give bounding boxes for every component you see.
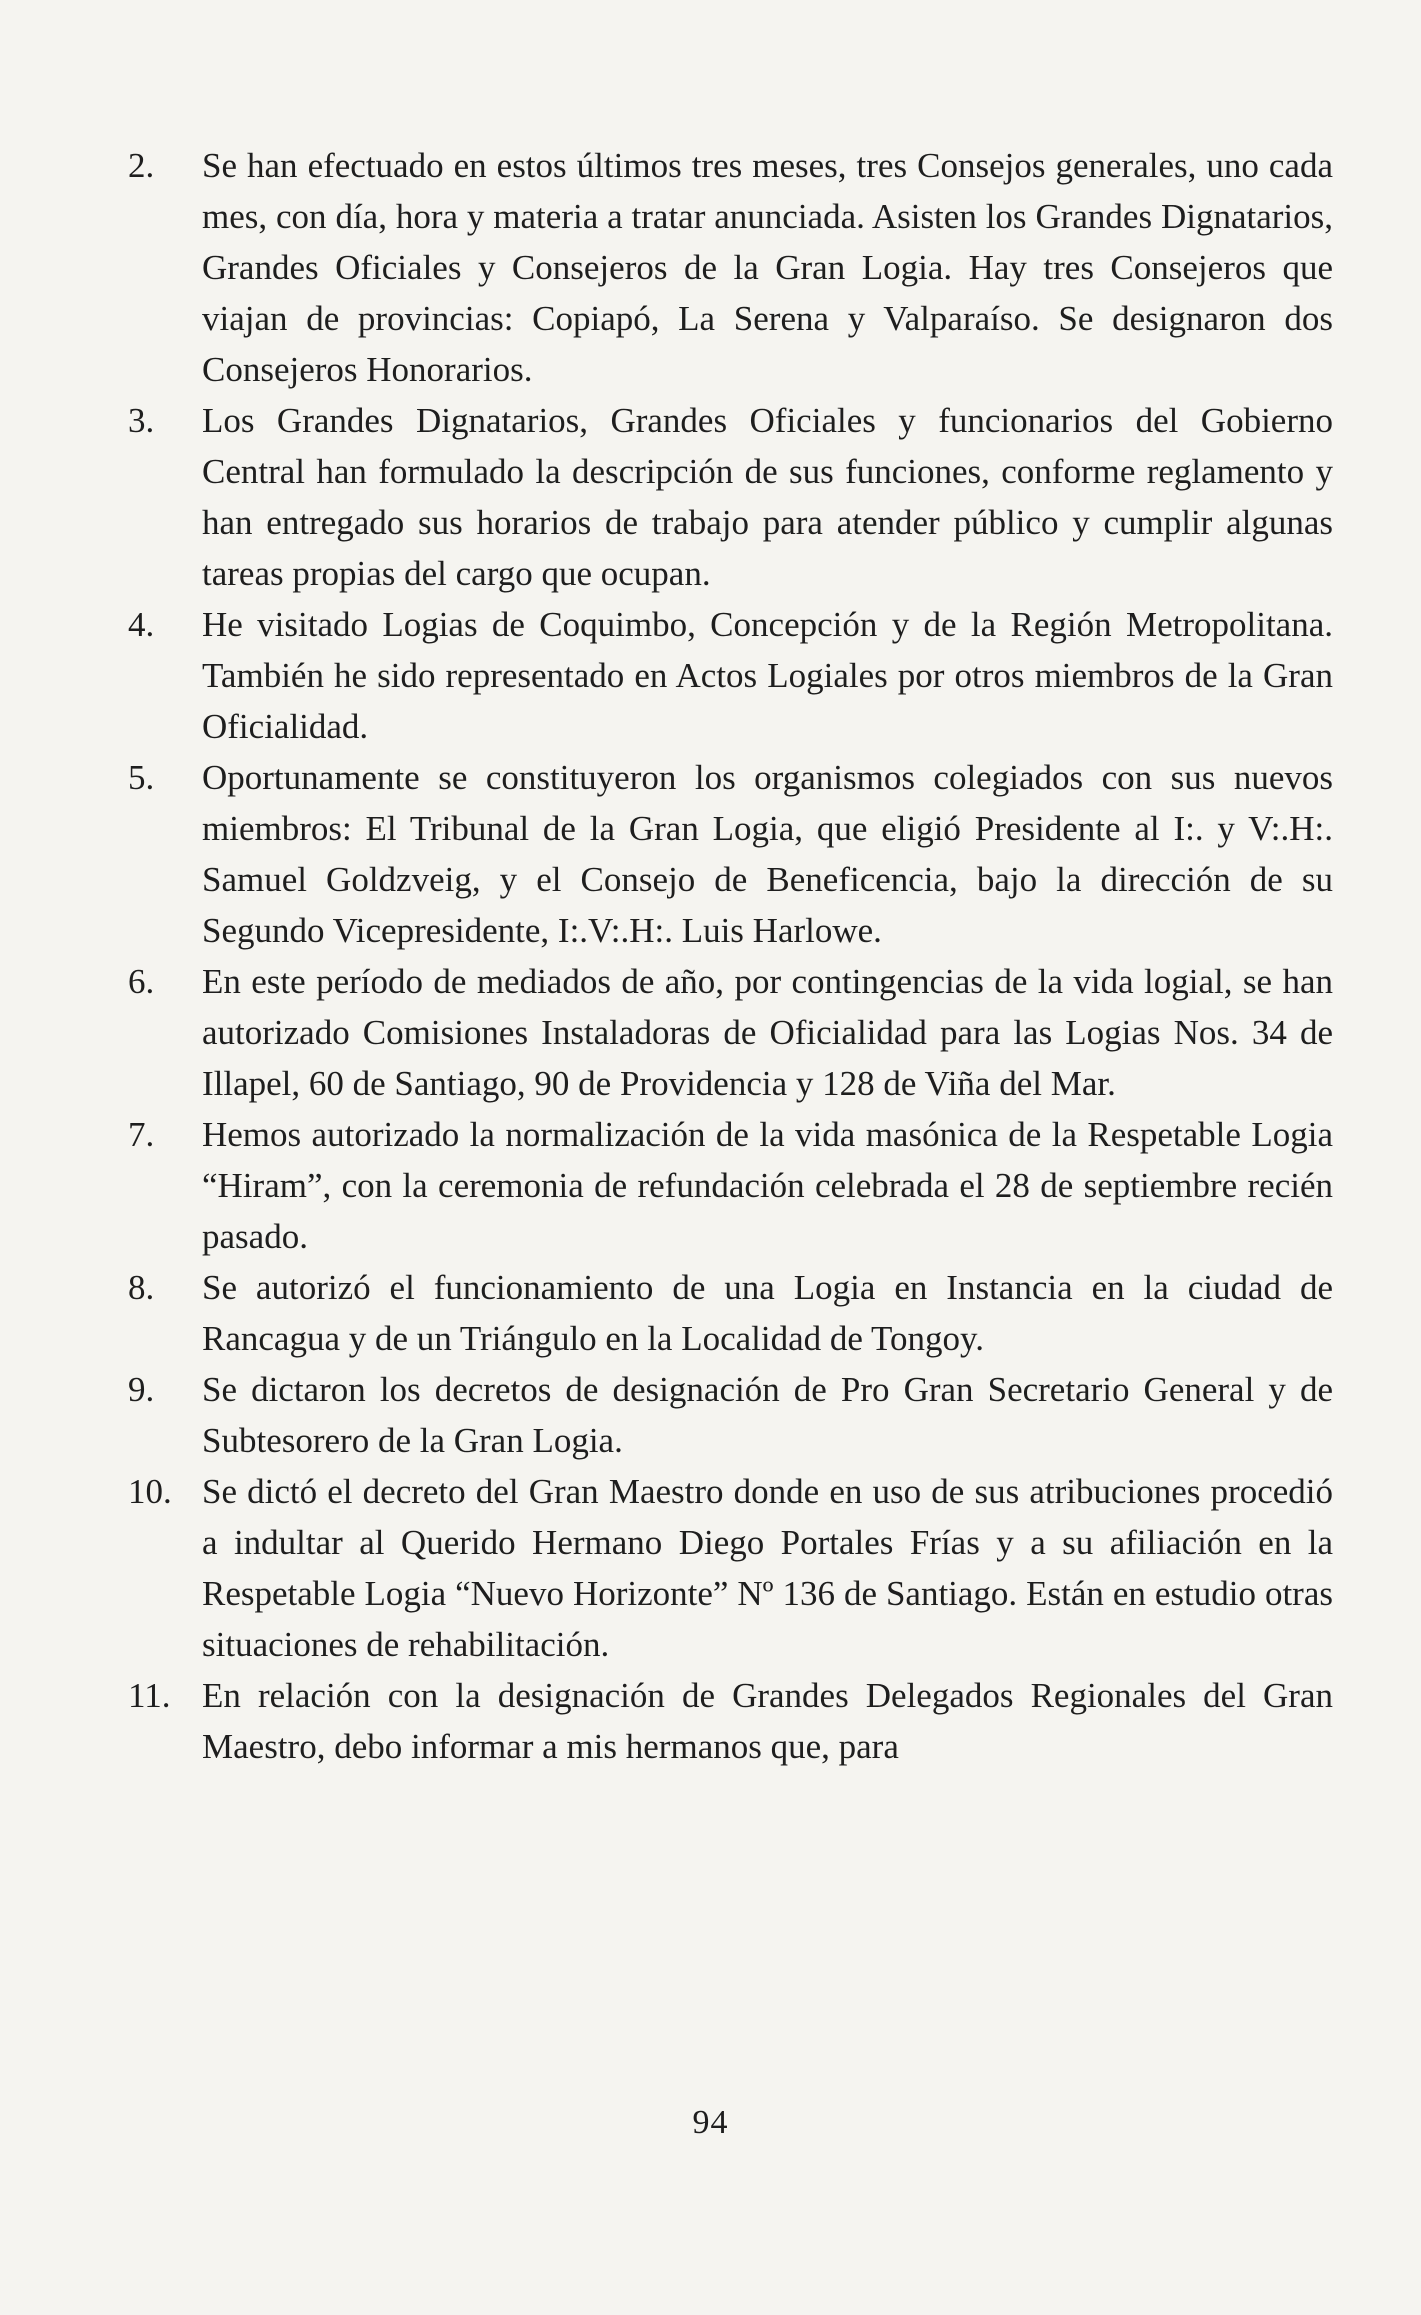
list-item	[128, 599, 1333, 752]
item-number: 3.	[128, 401, 155, 440]
item-number: 5.	[128, 758, 155, 797]
list-item	[128, 1364, 1333, 1466]
item-text: He visitado Logias de Coquimbo, Concepción y de la Región Metropolitana. También he sido representado en Actos Logiales por otros miembros de la Gran Oficialidad.	[202, 605, 1333, 746]
list-item	[128, 395, 1333, 599]
item-text: Los Grandes Dignatarios, Grandes Oficiales y funcionarios del Gobierno Central han formulado la descripción de sus funciones, conforme reglamento y han entregado sus horarios de trabajo para atender público y cumplir algunas tareas propias del cargo que ocupan.	[202, 401, 1333, 593]
list-item	[128, 752, 1333, 956]
page-number: 94	[692, 2104, 729, 2141]
item-text: Se dictaron los decretos de designación de Pro Gran Secretario General y de Subtesorero de la Gran Logia.	[202, 1370, 1333, 1460]
item-text: Se dictó el decreto del Gran Maestro donde en uso de sus atribuciones procedió a indultar al Querido Hermano Diego Portales Frías y a su afiliación en la Respetable Logia “Nuevo Horizonte” Nº 136 de Santiago. Están en estudio otras situaciones de rehabilitación.	[202, 1472, 1333, 1664]
item-number: 10.	[128, 1472, 172, 1511]
item-number: 9.	[128, 1370, 155, 1409]
item-text: Se autorizó el funcionamiento de una Logia en Instancia en la ciudad de Rancagua y de un Triángulo en la Localidad de Tongoy.	[202, 1268, 1333, 1358]
item-text: En relación con la designación de Grandes Delegados Regionales del Gran Maestro, debo informar a mis hermanos que, para	[202, 1676, 1333, 1766]
item-text: Oportunamente se constituyeron los organismos colegiados con sus nuevos miembros: El Tribunal de la Gran Logia, que eligió Presidente al I:. y V:.H:. Samuel Goldzveig, y el Consejo de Beneficencia, bajo la dirección de su Segundo Vicepresidente, I:.V:.H:. Luis Harlowe.	[202, 758, 1333, 950]
numbered-list	[128, 140, 1333, 1772]
item-number: 11.	[128, 1676, 171, 1715]
item-text: Hemos autorizado la normalización de la vida masónica de la Respetable Logia “Hiram”, con la ceremonia de refundación celebrada el 28 de septiembre recién pasado.	[202, 1115, 1333, 1256]
item-number: 2.	[128, 146, 155, 185]
list-item	[128, 1109, 1333, 1262]
item-text: Se han efectuado en estos últimos tres meses, tres Consejos generales, uno cada mes, con día, hora y materia a tratar anunciada. Asisten los Grandes Dignatarios, Grandes Oficiales y Consejeros de la Gran Logia. Hay tres Consejeros que viajan de provincias: Copiapó, La Serena y Valparaíso. Se designaron dos Consejeros Honorarios.	[202, 146, 1333, 389]
item-number: 8.	[128, 1268, 155, 1307]
item-number: 6.	[128, 962, 155, 1001]
list-item	[128, 140, 1333, 395]
item-number: 7.	[128, 1115, 155, 1154]
list-item	[128, 1466, 1333, 1670]
list-item	[128, 1262, 1333, 1364]
item-text: En este período de mediados de año, por contingencias de la vida logial, se han autorizado Comisiones Instaladoras de Oficialidad para las Logias Nos. 34 de Illapel, 60 de Santiago, 90 de Providencia y 128 de Viña del Mar.	[202, 962, 1333, 1103]
list-item	[128, 1670, 1333, 1772]
list-item	[128, 956, 1333, 1109]
item-number: 4.	[128, 605, 155, 644]
